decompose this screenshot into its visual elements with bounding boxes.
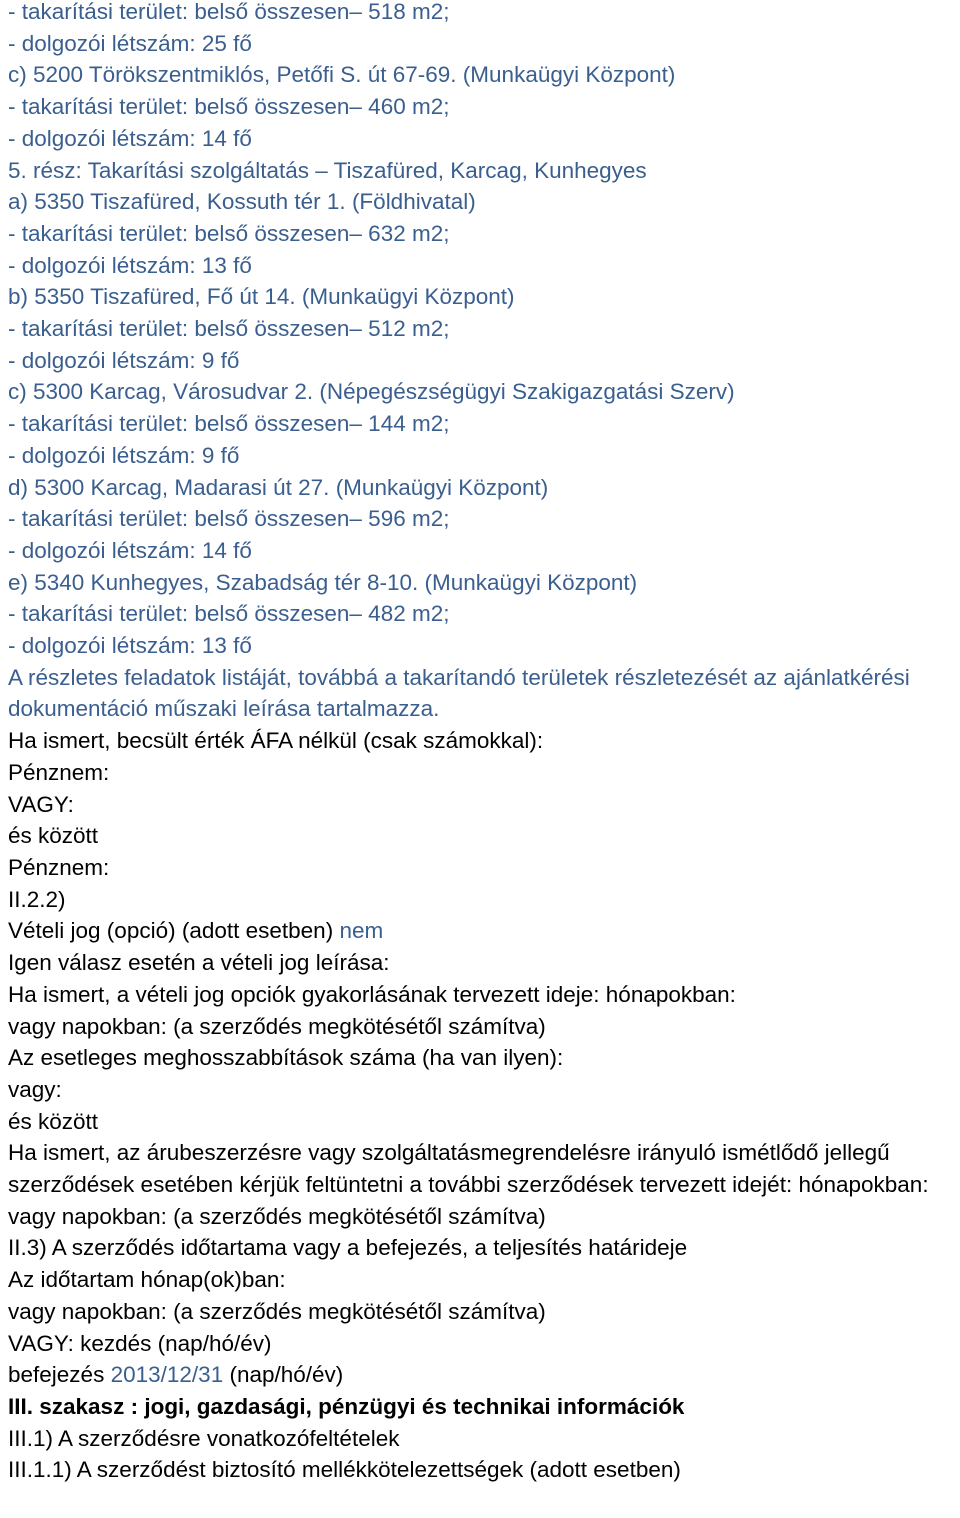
site-address-line: e) 5340 Kunhegyes, Szabadság tér 8-10. (Munkaügyi Központ) — [8, 569, 638, 595]
between-label: és között — [8, 823, 99, 849]
section-heading-iii11: III.1.1) A szerződést biztosító mellékkötelezettségek (adott esetben) — [8, 1457, 681, 1483]
site-address-line: c) 5300 Karcag, Városudvar 2. (Népegészségügyi Szakigazgatási Szerv) — [8, 379, 735, 405]
site-address-line: c) 5200 Törökszentmiklós, Petőfi S. út 67-69. (Munkaügyi Központ) — [8, 62, 676, 88]
option-label: Vételi jog (opció) (adott esetben) — [8, 918, 334, 944]
or-label: VAGY: — [8, 791, 74, 817]
cleaning-area-line: - takarítási terület: belső összesen– 460 m2; — [8, 94, 450, 120]
option-description-label: Igen válasz esetén a vételi jog leírása: — [8, 950, 390, 976]
or-label: vagy: — [8, 1076, 62, 1102]
end-date-row — [8, 1359, 960, 1391]
currency-label: Pénznem: — [8, 759, 110, 785]
recurring-contracts-label: Ha ismert, az árubeszerzésre vagy szolgáltatásmegrendelésre irányuló ismétlődő jellegű szerződések esetében kérjük feltüntetni a további szerződések tervezett idejét: hónapokban: — [8, 1140, 929, 1198]
staff-count-line: - dolgozói létszám: 14 fő — [8, 125, 252, 151]
staff-count-line: - dolgozói létszám: 25 fő — [8, 30, 252, 56]
staff-count-line: - dolgozói létszám: 9 fő — [8, 347, 240, 373]
days-label: vagy napokban: (a szerződés megkötésétől számítva) — [8, 1203, 546, 1229]
currency-label: Pénznem: — [8, 854, 110, 880]
cleaning-area-line: - takarítási terület: belső összesen– 512 m2; — [8, 316, 450, 342]
staff-count-line: - dolgozói létszám: 13 fő — [8, 252, 252, 278]
site-address-line: b) 5350 Tiszafüred, Fő út 14. (Munkaügyi Központ) — [8, 284, 515, 310]
days-label: vagy napokban: (a szerződés megkötésétől számítva) — [8, 1298, 546, 1324]
site-address-line: d) 5300 Karcag, Madarasi út 27. (Munkaügyi Központ) — [8, 474, 549, 500]
cleaning-area-line: - takarítási terület: belső összesen– 596 m2; — [8, 506, 450, 532]
section-heading-ii3: II.3) A szerződés időtartama vagy a befejezés, a teljesítés határideje — [8, 1235, 688, 1261]
staff-count-line: - dolgozói létszám: 14 fő — [8, 537, 252, 563]
end-label-prefix: befejezés — [8, 1362, 105, 1388]
section-iii-heading: III. szakasz : jogi, gazdasági, pénzügyi és technikai információk — [8, 1393, 685, 1419]
cleaning-area-line: - takarítási terület: belső összesen– 144 m2; — [8, 411, 450, 437]
duration-months-label: Az időtartam hónap(ok)ban: — [8, 1267, 286, 1293]
cleaning-area-line: - takarítási terület: belső összesen– 518 m2; — [8, 0, 450, 24]
between-label: és között — [8, 1108, 99, 1134]
cleaning-area-line: - takarítási terület: belső összesen– 482 m2; — [8, 601, 450, 627]
cleaning-area-line: - takarítási terület: belső összesen– 632 m2; — [8, 220, 450, 246]
extensions-label: Az esetleges meghosszabbítások száma (ha van ilyen): — [8, 1045, 564, 1071]
start-date-label: VAGY: kezdés (nap/hó/év) — [8, 1330, 272, 1356]
section-heading-iii1: III.1) A szerződésre vonatkozófeltételek — [8, 1425, 400, 1451]
staff-count-line: - dolgozói létszám: 13 fő — [8, 633, 252, 659]
part-heading-line: 5. rész: Takarítási szolgáltatás – Tiszafüred, Karcag, Kunhegyes — [8, 157, 647, 183]
estimated-value-label: Ha ismert, becsült érték ÁFA nélkül (csak számokkal): — [8, 728, 544, 754]
end-date-value: 2013/12/31 — [110, 1362, 224, 1388]
option-timing-label: Ha ismert, a vételi jog opciók gyakorlásának tervezett ideje: hónapokban: — [8, 981, 736, 1007]
option-value: nem — [339, 918, 384, 944]
site-address-line: a) 5350 Tiszafüred, Kossuth tér 1. (Földhivatal) — [8, 189, 476, 215]
section-number-ii22: II.2.2) — [8, 886, 66, 912]
details-note: A részletes feladatok listáját, továbbá a takarítandó területek részletezését az ajánlatkérési dokumentáció műszaki leírása tartalmazza. — [8, 664, 910, 722]
end-label-suffix: (nap/hó/év) — [229, 1362, 344, 1388]
staff-count-line: - dolgozói létszám: 9 fő — [8, 442, 240, 468]
days-label: vagy napokban: (a szerződés megkötésétől számítva) — [8, 1013, 546, 1039]
option-row — [8, 915, 960, 947]
